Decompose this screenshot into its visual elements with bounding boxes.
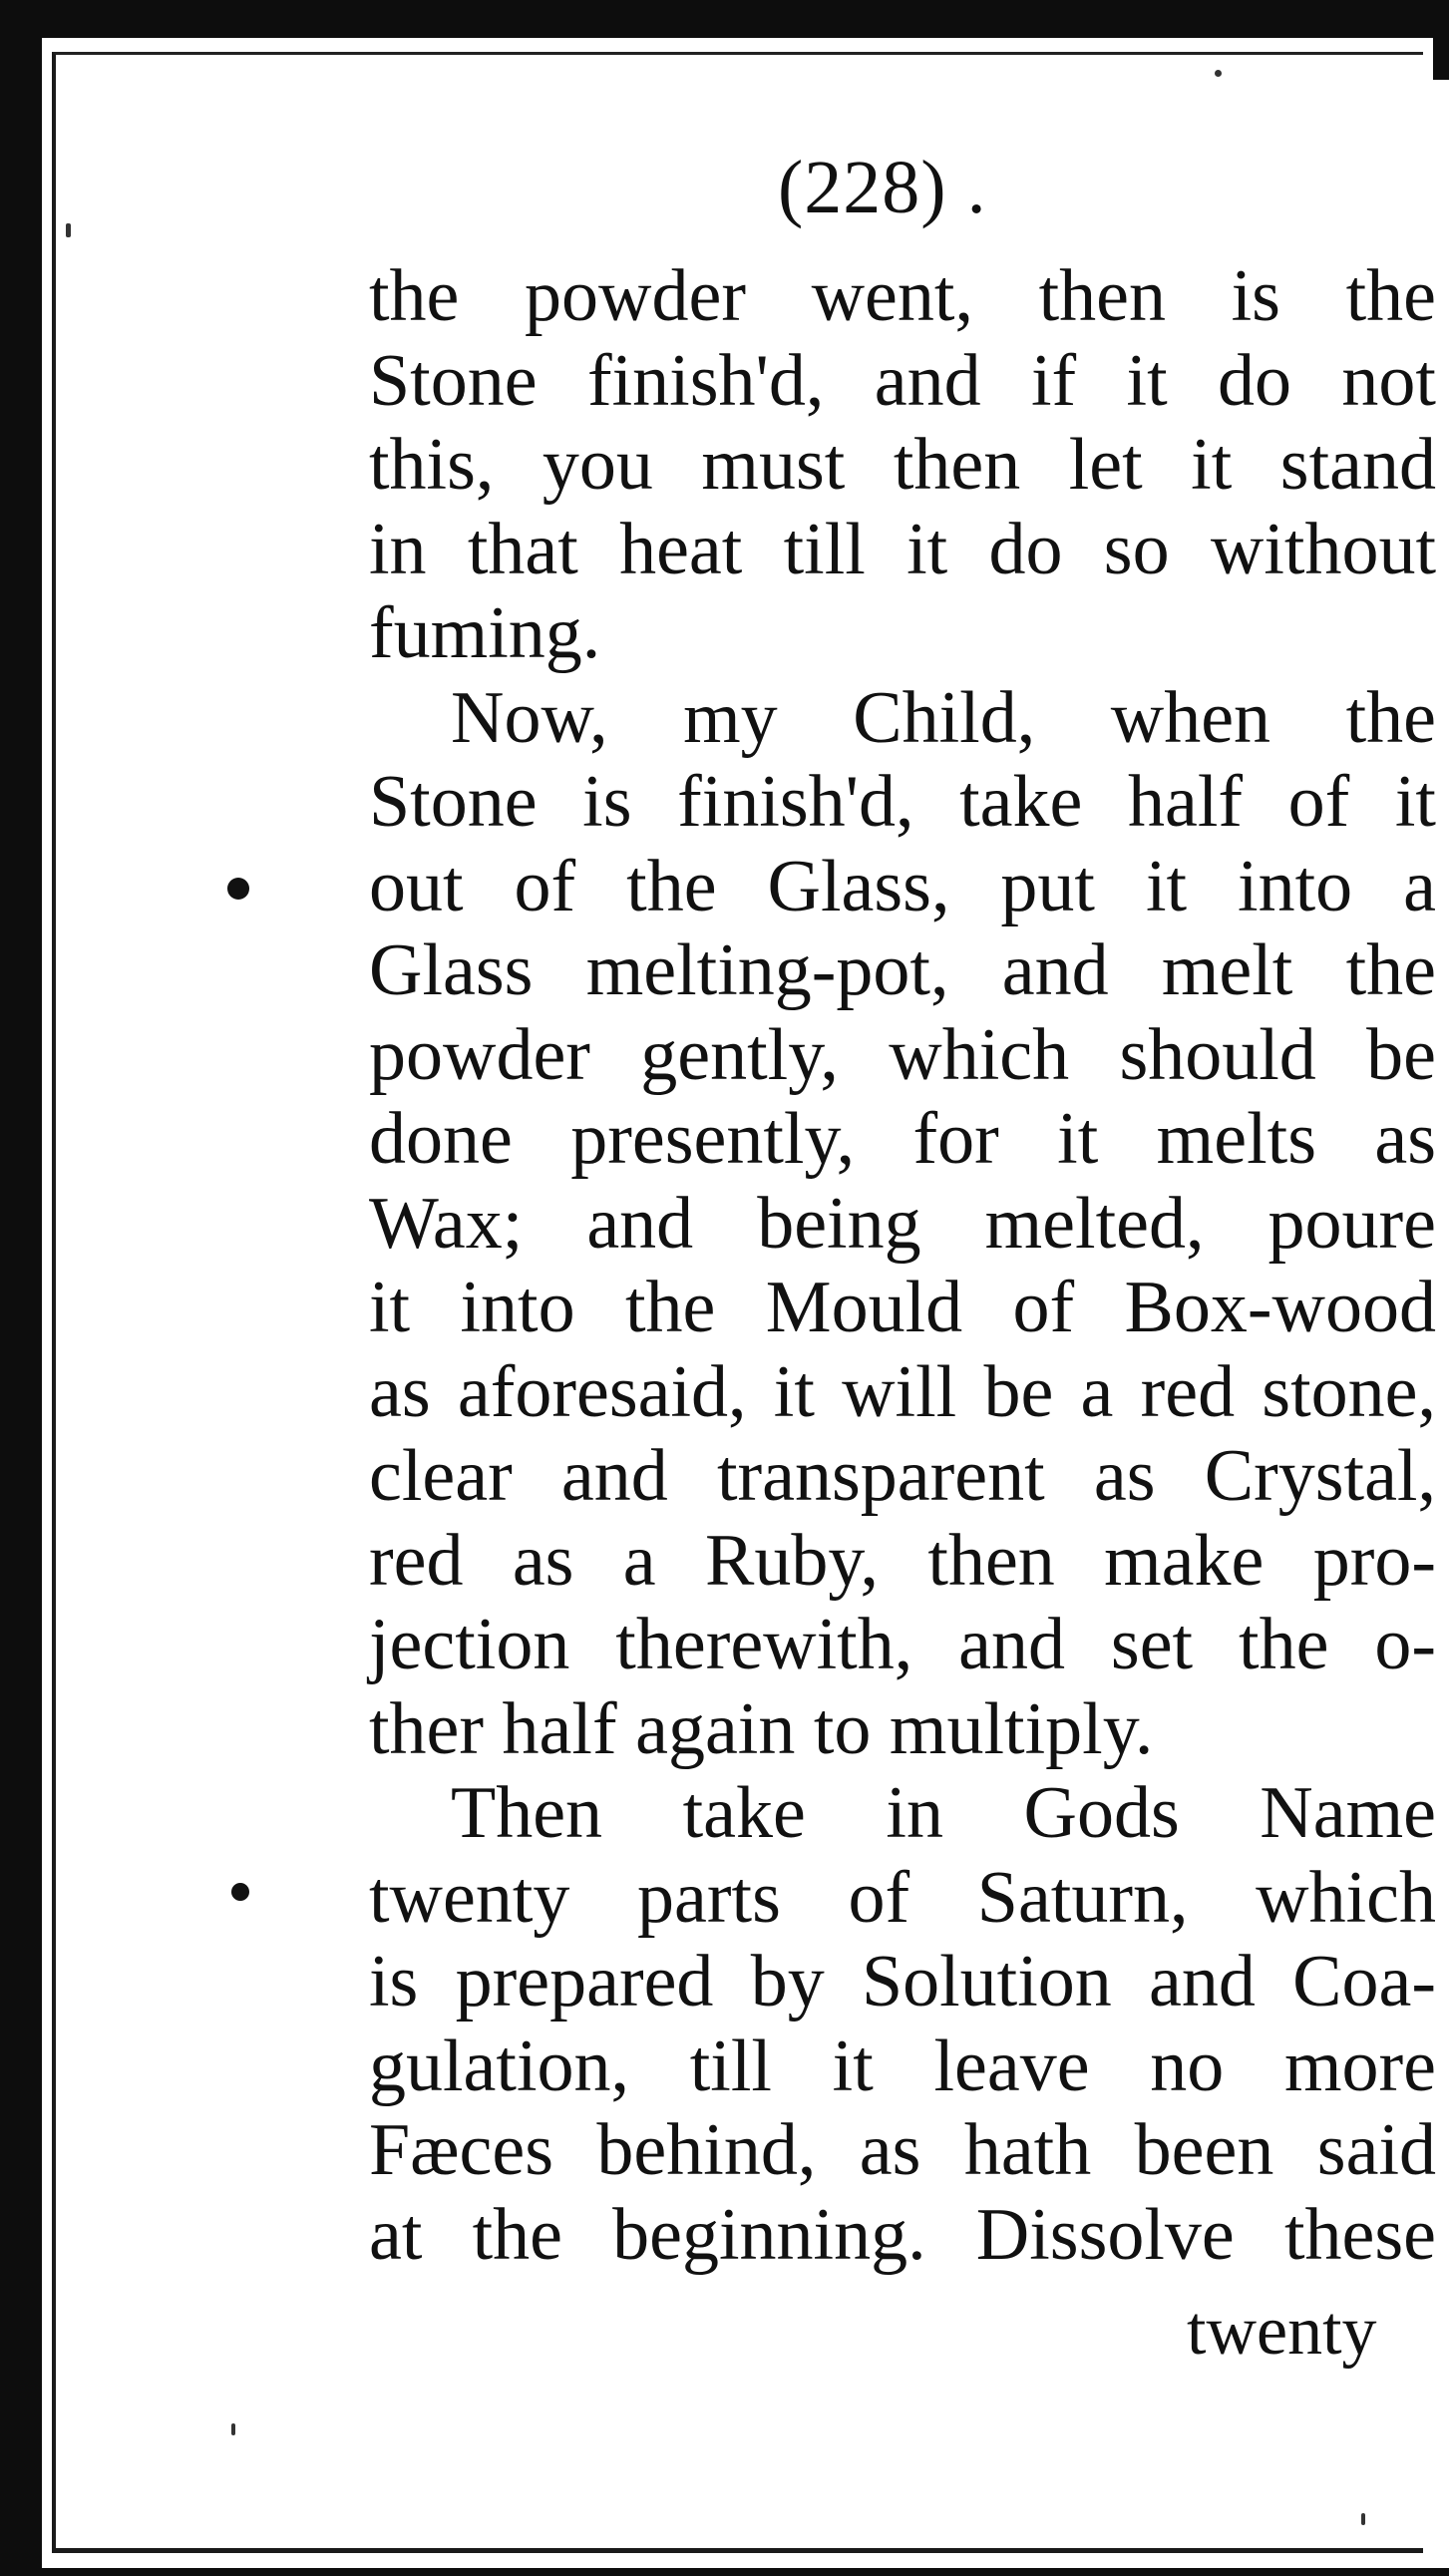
catchword: twenty xyxy=(1187,2293,1377,2370)
text-line: clear and transparent as Crystal, xyxy=(369,1435,1436,1517)
scan-border-right xyxy=(1433,0,1449,80)
text-line: the powder went, then is the xyxy=(369,255,1436,337)
text-line: Fæces behind, as hath been said xyxy=(369,2109,1436,2191)
text-line: Glass melting-pot, and melt the xyxy=(369,929,1436,1011)
text-line: done presently, for it melts as xyxy=(369,1098,1436,1180)
text-line: powder gently, which should be xyxy=(369,1013,1436,1096)
text-line: this, you must then let it stand xyxy=(369,424,1436,506)
text-line: twenty parts of Saturn, which xyxy=(369,1856,1436,1939)
text-line: jection therewith, and set the o- xyxy=(369,1604,1436,1685)
text-line: is prepared by Solution and Coa- xyxy=(369,1941,1436,2023)
scan-border-top xyxy=(0,0,1449,38)
ink-speck xyxy=(66,223,71,237)
text-line: gulation, till it leave no more xyxy=(369,2024,1436,2107)
page-number: (228) . xyxy=(778,146,987,229)
ink-speck xyxy=(1215,70,1222,77)
text-line: at the beginning. Dissolve these xyxy=(369,2193,1436,2276)
text-line: red as a Ruby, then make pro- xyxy=(369,1519,1436,1602)
scan-border-bottom xyxy=(0,2568,1449,2576)
ink-speck xyxy=(231,2423,235,2435)
text-line: Now, my Child, when the xyxy=(451,676,1436,759)
text-line: ther half again to multiply. xyxy=(369,1687,1154,1770)
scan-border-left xyxy=(0,0,42,2576)
text-line: in that heat till it do so without xyxy=(369,508,1436,590)
text-line: as aforesaid, it will be a red stone, xyxy=(369,1350,1436,1433)
body-text xyxy=(369,254,1436,2277)
margin-ink-mark xyxy=(227,878,249,900)
text-line: Stone finish'd, and if it do not xyxy=(369,339,1436,422)
text-line: Stone is finish'd, take half of it xyxy=(369,761,1436,843)
margin-ink-mark xyxy=(231,1883,249,1901)
text-line: out of the Glass, put it into a xyxy=(369,845,1436,927)
text-line: fuming. xyxy=(369,592,601,674)
text-line: Wax; and being melted, poure xyxy=(369,1182,1436,1265)
text-line: Then take in Gods Name xyxy=(451,1772,1436,1854)
ink-speck xyxy=(1361,2513,1365,2525)
text-line: it into the Mould of Box-wood xyxy=(369,1267,1436,1348)
